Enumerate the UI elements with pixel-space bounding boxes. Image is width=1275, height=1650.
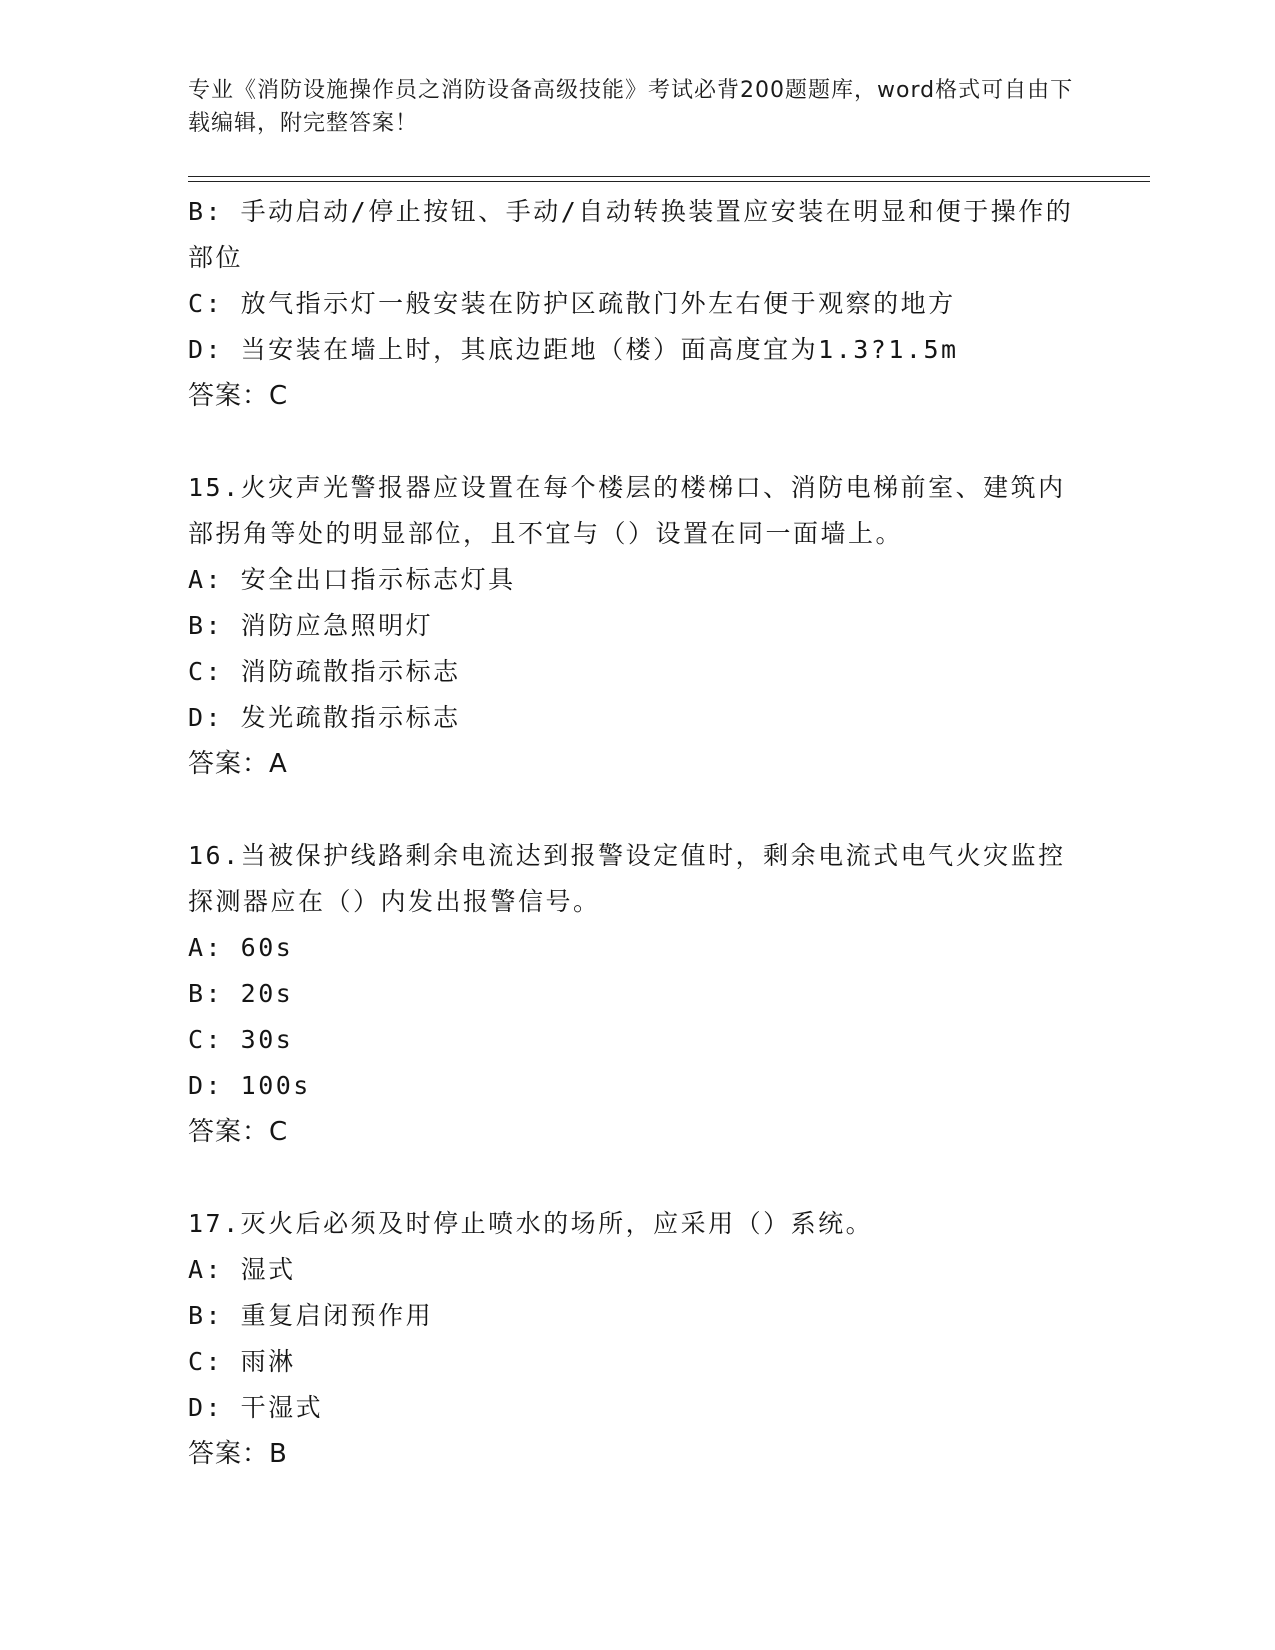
question-stem: 17.灭火后必须及时停止喷水的场所，应采用（）系统。 (188, 1209, 874, 1238)
option-b: B: 手动启动/停止按钮、手动/自动转换装置应安装在明显和便于操作的部位 (188, 197, 1074, 272)
option-c: C: 30s (188, 1025, 294, 1054)
question-15 (188, 465, 1088, 787)
option-d: D: 发光疏散指示标志 (188, 703, 461, 732)
answer-text: 答案：A (188, 749, 288, 779)
option-b: B: 20s (188, 979, 294, 1008)
option-c: C: 消防疏散指示标志 (188, 657, 461, 686)
document-header (188, 74, 1088, 140)
header-divider-top (188, 176, 1150, 177)
option-d: D: 当安装在墙上时，其底边距地（楼）面高度宜为1.3?1.5m (188, 335, 959, 364)
option-a: A: 湿式 (188, 1255, 296, 1284)
spacer (188, 1155, 1088, 1201)
answer-text: 答案：B (188, 1439, 288, 1469)
option-c: C: 放气指示灯一般安装在防护区疏散门外左右便于观察的地方 (188, 289, 956, 318)
spacer (188, 787, 1088, 833)
option-c: C: 雨淋 (188, 1347, 296, 1376)
question-stem: 15.火灾声光警报器应设置在每个楼层的楼梯口、消防电梯前室、建筑内部拐角等处的明显部位，且不宜与（）设置在同一面墙上。 (188, 473, 1066, 548)
option-b: B: 消防应急照明灯 (188, 611, 434, 640)
option-b: B: 重复启闭预作用 (188, 1301, 434, 1330)
question-17 (188, 1201, 1088, 1477)
header-divider-bottom (188, 181, 1150, 182)
answer-text: 答案：C (188, 1117, 289, 1147)
spacer (188, 419, 1088, 465)
answer-text: 答案：C (188, 381, 289, 411)
question-continued (188, 189, 1088, 419)
question-16 (188, 833, 1088, 1155)
option-d: D: 100s (188, 1071, 311, 1100)
question-stem: 16.当被保护线路剩余电流达到报警设定值时，剩余电流式电气火灾监控探测器应在（）内发出报警信号。 (188, 841, 1066, 916)
option-d: D: 干湿式 (188, 1393, 324, 1422)
option-a: A: 60s (188, 933, 294, 962)
question-list (188, 189, 1088, 1477)
option-a: A: 安全出口指示标志灯具 (188, 565, 516, 594)
header-description: 专业《消防设施操作员之消防设备高级技能》考试必背200题题库，word格式可自由下载编辑，附完整答案！ (188, 78, 1074, 136)
